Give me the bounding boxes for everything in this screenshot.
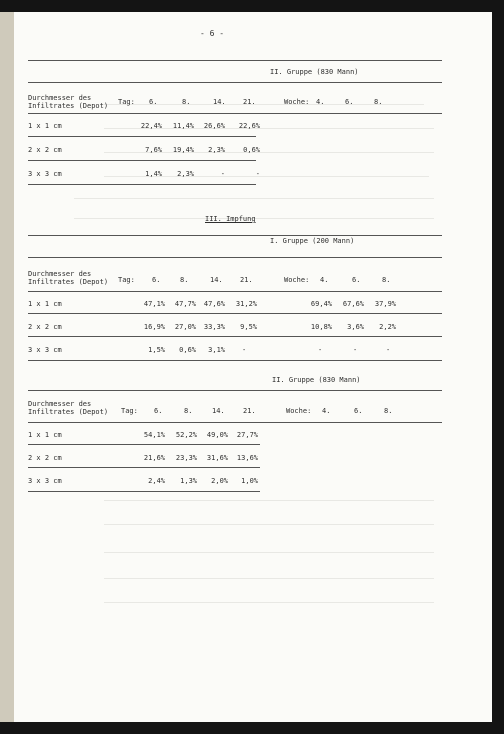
col-header-tag-day: 14. (213, 98, 226, 106)
col-header-week: 6. (354, 407, 363, 415)
table-cell: 22,6% (238, 122, 260, 130)
col-header-week: 6. (352, 276, 361, 284)
col-header-week: 4. (316, 98, 325, 106)
table-cell: - (318, 346, 323, 354)
document-page (14, 12, 492, 722)
col-header-woche: Woche: (284, 276, 310, 284)
table-cell: - (242, 346, 247, 354)
table-cell: 7,6% (145, 146, 162, 154)
table-cell: 9,5% (240, 323, 257, 331)
col-header-week: 6. (345, 98, 354, 106)
col-header-week: 8. (374, 98, 383, 106)
group-heading: II. Gruppe (830 Mann) (272, 376, 361, 384)
col-header-tag: Tag: (118, 98, 135, 106)
col-header-diameter-line2: Infiltrates (Depot) (28, 408, 109, 416)
row-label: 1 x 1 cm (28, 122, 62, 130)
col-header-woche: Woche: (284, 98, 310, 106)
col-header-tag-day: 8. (180, 276, 189, 284)
col-header-tag-day: 14. (212, 407, 225, 415)
table-cell: 19,4% (172, 146, 194, 154)
col-header-tag-day: 8. (184, 407, 193, 415)
section-title: III. Impfung (205, 215, 256, 223)
table-cell: 2,2% (379, 323, 396, 331)
row-label: 3 x 3 cm (28, 477, 62, 485)
row-label: 1 x 1 cm (28, 431, 62, 439)
table-cell: - (353, 346, 358, 354)
col-header-week: 4. (322, 407, 331, 415)
col-header-diameter-line1: Durchmesser des (28, 270, 92, 278)
scan-edge (0, 12, 14, 722)
table-cell: 2,3% (208, 146, 225, 154)
row-label: 2 x 2 cm (28, 146, 62, 154)
row-label: 2 x 2 cm (28, 323, 62, 331)
table-cell: 67,6% (342, 300, 364, 308)
table-cell: 1,0% (241, 477, 258, 485)
table-cell: 1,5% (148, 346, 165, 354)
col-header-woche: Woche: (286, 407, 312, 415)
group-heading: I. Gruppe (200 Mann) (270, 237, 355, 245)
table-cell: 13,6% (236, 454, 258, 462)
row-label: 2 x 2 cm (28, 454, 62, 462)
col-header-tag-day: 8. (182, 98, 191, 106)
row-label: 3 x 3 cm (28, 170, 62, 178)
table-cell: 11,4% (172, 122, 194, 130)
table-cell: - (386, 346, 391, 354)
col-header-tag-day: 21. (240, 276, 253, 284)
table-cell: 2,3% (177, 170, 194, 178)
table-cell: 3,1% (208, 346, 225, 354)
table-cell: 1,4% (145, 170, 162, 178)
col-header-tag: Tag: (121, 407, 138, 415)
table-cell: 10,8% (310, 323, 332, 331)
col-header-diameter-line2: Infiltrates (Depot) (28, 102, 109, 110)
table-cell: - (255, 170, 260, 178)
row-label: 1 x 1 cm (28, 300, 62, 308)
table-cell: 31,6% (206, 454, 228, 462)
col-header-tag-day: 21. (243, 98, 256, 106)
table-cell: 27,7% (236, 431, 258, 439)
table-cell: 1,3% (180, 477, 197, 485)
row-label: 3 x 3 cm (28, 346, 62, 354)
table-cell: 47,1% (143, 300, 165, 308)
col-header-diameter-line1: Durchmesser des (28, 400, 92, 408)
table-cell: 2,0% (211, 477, 228, 485)
table-cell: 31,2% (235, 300, 257, 308)
table-cell: 0,6% (243, 146, 260, 154)
col-header-tag-day: 6. (152, 276, 161, 284)
group-heading: II. Gruppe (830 Mann) (270, 68, 359, 76)
table-cell: 26,6% (203, 122, 225, 130)
table-cell: 69,4% (310, 300, 332, 308)
table-cell: 23,3% (175, 454, 197, 462)
table-cell: 33,3% (203, 323, 225, 331)
page-number: - 6 - (200, 29, 225, 38)
table-cell: 22,4% (140, 122, 162, 130)
table-cell: 47,6% (203, 300, 225, 308)
col-header-diameter-line2: Infiltrates (Depot) (28, 278, 109, 286)
table-cell: 49,0% (206, 431, 228, 439)
table-cell: - (220, 170, 225, 178)
col-header-tag: Tag: (118, 276, 135, 284)
table-cell: 27,0% (174, 323, 196, 331)
col-header-tag-day: 6. (154, 407, 163, 415)
table-cell: 2,4% (148, 477, 165, 485)
table-cell: 0,6% (179, 346, 196, 354)
col-header-tag-day: 14. (210, 276, 223, 284)
table-cell: 21,6% (143, 454, 165, 462)
col-header-tag-day: 21. (243, 407, 256, 415)
table-cell: 52,2% (175, 431, 197, 439)
col-header-tag-day: 6. (149, 98, 158, 106)
table-cell: 54,1% (143, 431, 165, 439)
col-header-week: 8. (382, 276, 391, 284)
table-cell: 3,6% (347, 323, 364, 331)
table-cell: 47,7% (174, 300, 196, 308)
col-header-week: 4. (320, 276, 329, 284)
col-header-week: 8. (384, 407, 393, 415)
table-cell: 16,9% (143, 323, 165, 331)
col-header-diameter-line1: Durchmesser des (28, 94, 92, 102)
table-cell: 37,9% (374, 300, 396, 308)
